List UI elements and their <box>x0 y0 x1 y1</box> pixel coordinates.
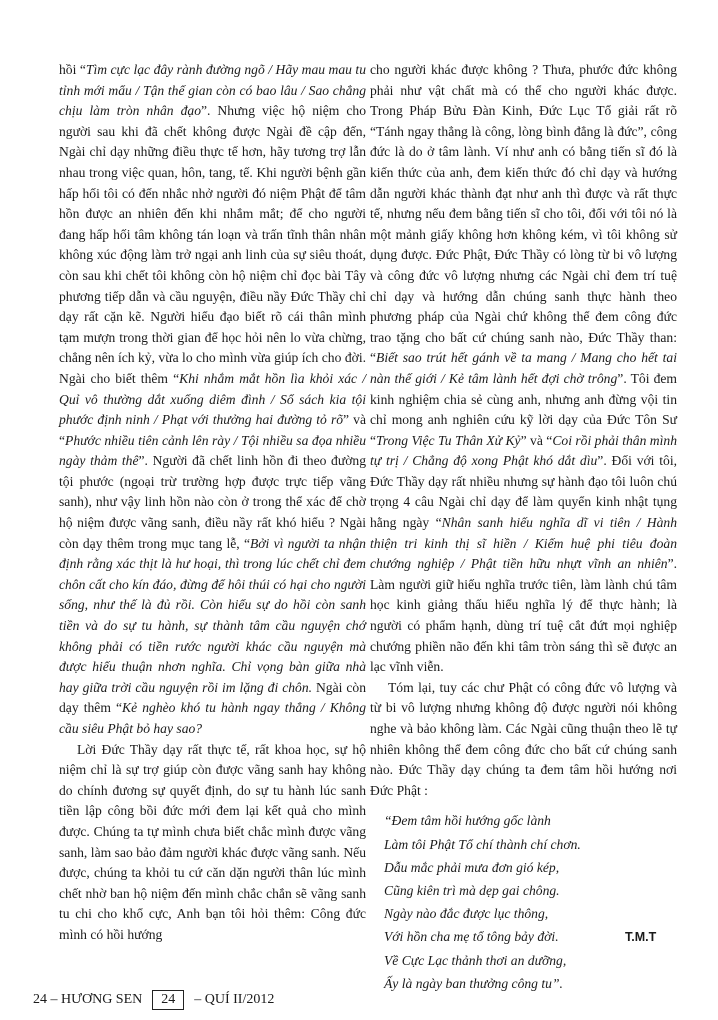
poem-line: Về Cực Lạc thảnh thơi an dưỡng, <box>384 952 567 968</box>
text-run: hồi “ <box>59 62 86 77</box>
text-run: Ngài còn dạy thêm “ <box>59 679 366 716</box>
footer-issue: – QUÍ II/2012 <box>194 992 275 1007</box>
right-column <box>370 60 677 995</box>
poem-line: Ấy là ngày ban thưởng công tu”. <box>384 975 563 991</box>
quote-run: Bởi vì người ta nhận định rằng xác thịt là hư hoại, thì trong lúc chết chỉ đem chôn cất cho kín đáo, đừng để hôi thúi có hại cho người sống, như thế là đủ rồi. Còn hiếu sự do hồi còn sanh tiền và do sự tu hành, sự thành tâm cầu nguyện chớ không phải có tiền rước người khác cầu nguyện mà được hiếu thuận nhơn nghĩa. Chỉ vọng bàn giữa nhà hay giữa trời cầu nguyện rồi im lặng đi chôn. <box>59 535 366 695</box>
author-signature: T.M.T <box>625 930 657 944</box>
poem-line: Cũng kiên trì mà dẹp gai chông. <box>384 882 560 898</box>
text-run: cho người khác được không ? Thưa, phước đức không phải như vật chất mà có thể cho người khác được. Trong Pháp Bửu Đàn Kinh, Đức Lục Tổ giải rất rõ “Tánh ngay thẳng là công, lòng bình đẳng là đức”, công đức là do ở tâm lành. Ví như anh có bằng tiến sĩ đó là kiến thức của anh, đem kiến thức đó chỉ dạy và hướng dẫn người khác thành đạt như anh thì được và rất thực tế, nhưng nếu đem bằng tiến sĩ cho tôi, đối với tôi nó là một mảnh giấy không hơn không kém, vì tôi không sử dụng được. Đức Phật, Đức Thầy có lòng từ bi vô lượng và công đức vô lượng nhưng các Ngài chỉ đem trí tuệ chỉ dạy và hướng dẫn chúng sanh thực hành theo phương pháp của Ngài chứ không thể đem công đức trao tặng cho bất cứ chúng sanh nào, Đức Thầy than: “ <box>370 62 677 366</box>
poem <box>384 809 677 995</box>
poem-line: Với hồn cha mẹ tổ tông bảy đời. <box>384 929 559 945</box>
page-number-box: 24 <box>152 990 184 1010</box>
quote-run: Coi rồi phải thân mình tự trị / Chẳng độ xong Phật khó dắt dìu <box>370 432 677 469</box>
paragraph: Lời Đức Thầy dạy rất thực tế, rất khoa học, sự hộ niệm chỉ là sự trợ giúp còn được vãng sanh hay không do chính đương sự quyết định, do sự tu hành lúc sanh tiền lập công bồi đức mới đem lại kết quả cho mình được. Chúng ta tự mình chưa biết chắc mình được vãng sanh, làm sao bảo đảm người khác được vãng sanh. Nếu được, chúng ta khỏi tu cứ căn dặn người thân lúc mình chết nhờ ban hộ niệm đến mình chắc chắn sẽ vãng sanh tu chi cho khổ cực, Anh bạn tôi hỏi thêm: Công đức mình có hồi hướng <box>59 741 366 942</box>
quote-run: Kẻ nghèo khó tu hành ngay thẳng / Không cầu siêu Phật bỏ hay sao? <box>59 700 366 736</box>
paragraph <box>370 60 677 678</box>
poem-line: Dẫu mắc phải mưa đơn gió kép, <box>384 859 560 875</box>
page-footer <box>33 990 274 1010</box>
quote-run: Biết sao trút hết gánh về ta mang / Mang cho hết tai nàn thế giới / Kẻ tâm lành hết đợi chờ trông <box>370 350 677 386</box>
quote-run: Trong Việc Tu Thân Xử Kỷ <box>376 432 521 448</box>
text-run: ”. Nhưng việc hộ niệm cho người sau khi đã chết không được Ngài đề cập đến, Ngài chỉ dạy những điều thực tế hơn, hãy tương trợ lẫn nhau trong việc quan, hôn, tang, tế. Khi người bệnh gần hấp hối tôi có đến nhắc nhở người đó niệm Phật để tâm hồn được an nhiên đến khi nhắm mắt; để cho người đang hấp hối tâm không tán loạn và trấn tĩnh thân nhân không xúc động làm trở ngại anh linh của sự siêu thoát, còn sau khi chết tôi không còn hộ niệm chỉ đọc bài Tây phương tiếp dẫn và cầu nguyện, điều nầy Đức Thầy chỉ dạy rất cặn kẽ. Người hiểu đạo biết rõ cái thân mình tạm mượn trong thời gian để học hỏi nên lo vừa chừng, chẳng nên ích kỷ, vừa lo cho mình vừa giúp ích cho đời. Ngài cho biết thêm “ <box>59 103 366 386</box>
text-run: ” và “ <box>59 412 367 448</box>
text-run: ”. Tôi đem kinh nghiệm chia sẻ cùng anh, nhưng anh đừng vội tin chỉ mong anh nghiên cứu kỹ lời dạy của Đức Tôn Sư “ <box>370 370 677 448</box>
text-run: ”. Làm người giữ hiếu nghĩa trước tiên, làm lành chú tâm học kinh giảng thấu hiểu nghĩa lý để thực hành; là người có phẩm hạnh, dùng trí tuệ cắt đứt mọi nghiệp chướng phiền não đến khi tâm tròn sáng thì sẽ được an lạc vĩnh viễn. <box>370 556 677 675</box>
text-run: ” và “ <box>520 432 553 448</box>
footer-publication: 24 – HƯƠNG SEN <box>33 992 143 1007</box>
quote-run: Phước nhiều tiên cảnh lên rày / Tội nhiều sa đọa nhiều ngày thảm thê <box>59 432 366 469</box>
left-column <box>59 60 366 946</box>
paragraph: Tóm lại, tuy các chư Phật có công đức vô lượng và từ bi vô lượng nhưng không độ được người nói không nghe và bảo không làm. Các Ngài cũng thuận theo lẽ tự nhiên không thể đem công đức cho bất cứ chúng sanh nào. Đức Thầy dạy chúng ta đem tâm hồi hướng nơi Đức Phật : <box>370 679 677 798</box>
quote-run: Khi nhắm mắt hồn lìa khỏi xác / Quỉ vô thường dắt xuống diêm đình / Sổ sách kia tội phước định ninh / Phạt với thưởng hai đường tỏ rõ <box>59 370 366 428</box>
poem-line: Làm tôi Phật Tổ chí thành chí chơn. <box>384 836 581 852</box>
paragraph <box>59 60 366 740</box>
poem-line: “Đem tâm hồi hướng gốc lành <box>384 813 551 829</box>
text-run: ”. Người đã chết linh hồn đi theo đường tội phước (ngoại trừ trường hợp được trực tiếp vãng sanh), như vậy linh hồn nào còn ở trong thể xác để chờ hộ niệm được vãng sanh, điều nầy rất khó hiểu ? Ngài còn dạy thêm trong mục tang lễ, “ <box>59 453 366 551</box>
poem-line: Ngày nào đắc được lục thông, <box>384 906 549 922</box>
quote-run: Tìm cực lạc đây rành đường ngõ / Hãy mau mau tu tỉnh mới mẩu / Tận thế gian còn có bao lâu / Sao chẳng chịu làm tròn nhân đạo <box>59 62 366 119</box>
quote-run: Nhân sanh hiếu nghĩa dĩ vi tiên / Hành thiện tri kinh thị sĩ hiền / Kiếm huệ phi tiêu đoàn chướng nghiệp / Phật tiền hữu nhựt vĩnh an nhiên <box>370 515 677 572</box>
text-run: ”. Đối với tôi, Đức Thầy dạy rất nhiều nhưng sự hành đạo tôi luôn chú trọng 4 câu Ngài chỉ dạy để làm quyển kinh nhật tụng hằng ngày “ <box>370 453 677 531</box>
